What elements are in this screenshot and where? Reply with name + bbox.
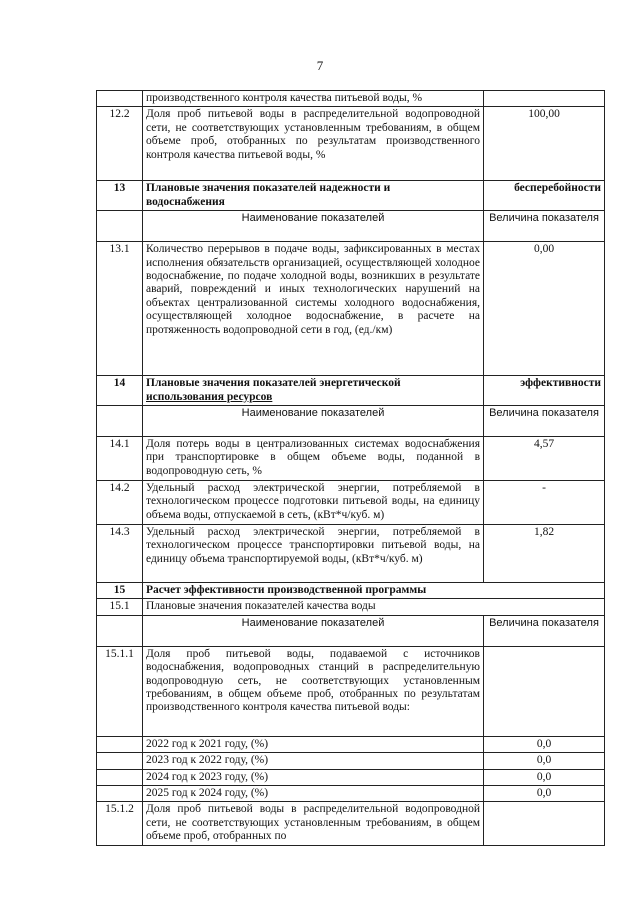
table-row bbox=[97, 599, 605, 615]
column-header-row bbox=[97, 406, 605, 437]
column-header-row bbox=[97, 211, 605, 242]
row-value bbox=[484, 91, 605, 107]
row-number bbox=[97, 91, 143, 107]
row-number: 15.1.2 bbox=[97, 802, 143, 846]
section-number: 13 bbox=[97, 181, 143, 211]
indicators-table bbox=[96, 90, 605, 846]
year-label: 2022 год к 2021 году, (%) bbox=[143, 736, 484, 752]
row-number: 15.1 bbox=[97, 599, 143, 615]
row-number bbox=[97, 769, 143, 785]
year-row bbox=[97, 786, 605, 802]
table-row bbox=[97, 646, 605, 736]
section-header-row bbox=[97, 181, 605, 211]
section-number: 15 bbox=[97, 583, 143, 599]
row-number bbox=[97, 753, 143, 769]
header-number-cell bbox=[97, 211, 143, 242]
row-number: 13.1 bbox=[97, 242, 143, 376]
year-row bbox=[97, 736, 605, 752]
row-value: 1,82 bbox=[484, 525, 605, 583]
table-row bbox=[97, 525, 605, 583]
header-name-cell: Наименование показателей bbox=[143, 211, 484, 242]
row-value: 0,00 bbox=[484, 242, 605, 376]
row-description: Доля потерь воды в централизованных системах водоснабжения при транспортировке в общем объеме воды, поданной в водопроводную сеть, % bbox=[143, 437, 484, 481]
section-title bbox=[143, 181, 484, 211]
row-description: Удельный расход электрической энергии, потребляемой в технологическом процессе подготовки питьевой воды, на единицу объема воды, отпускаемой в сеть, (кВт*ч/куб. м) bbox=[143, 481, 484, 525]
row-value: - bbox=[484, 481, 605, 525]
header-value-cell: Величина показателя bbox=[484, 211, 605, 242]
section-number: 14 bbox=[97, 376, 143, 406]
year-row bbox=[97, 769, 605, 785]
row-description: Удельный расход электрической энергии, потребляемой в технологическом процессе транспортировки питьевой воды, на единицу объема транспортируемой воды, (кВт*ч/куб. м) bbox=[143, 525, 484, 583]
table-row bbox=[97, 802, 605, 846]
year-value: 0,0 bbox=[484, 753, 605, 769]
section-title bbox=[143, 376, 484, 406]
header-name-cell: Наименование показателей bbox=[143, 406, 484, 437]
section-header-row bbox=[97, 376, 605, 406]
row-description: Доля проб питьевой воды в распределительной водопроводной сети, не соответствующих установленным требованиям, в общем объеме проб, отобранных по bbox=[143, 802, 484, 846]
row-value bbox=[484, 646, 605, 736]
row-description: Плановые значения показателей качества воды bbox=[143, 599, 605, 615]
table-row bbox=[97, 107, 605, 181]
year-label: 2023 год к 2022 году, (%) bbox=[143, 753, 484, 769]
column-header-row bbox=[97, 615, 605, 646]
row-number bbox=[97, 786, 143, 802]
table-row bbox=[97, 437, 605, 481]
year-label: 2025 год к 2024 году, (%) bbox=[143, 786, 484, 802]
row-description: Количество перерывов в подаче воды, зафиксированных в местах исполнения обязательств организацией, осуществляющей холодное водоснабжение, по подаче холодной воды, возникших в результате аварий, повреждений и иных технологических нарушений на объектах централизованной системы холодного водоснабжения, осуществляющей холодное водоснабжение, в расчете на протяженность водопроводной сети в год, (ед./км) bbox=[143, 242, 484, 376]
header-name-cell: Наименование показателей bbox=[143, 615, 484, 646]
row-number: 15.1.1 bbox=[97, 646, 143, 736]
table-row bbox=[97, 481, 605, 525]
section-header-row bbox=[97, 583, 605, 599]
header-value-cell: Величина показателя bbox=[484, 615, 605, 646]
row-number: 14.3 bbox=[97, 525, 143, 583]
header-value-cell: Величина показателя bbox=[484, 406, 605, 437]
row-number: 14.1 bbox=[97, 437, 143, 481]
row-value: 4,57 bbox=[484, 437, 605, 481]
section-title-line2: использования ресурсов bbox=[146, 390, 273, 403]
section-title-line1: Плановые значения показателей надежности и bbox=[146, 182, 391, 195]
header-number-cell bbox=[97, 615, 143, 646]
section-title: Расчет эффективности производственной программы bbox=[143, 583, 605, 599]
section-title-line2: водоснабжения bbox=[146, 195, 225, 208]
header-number-cell bbox=[97, 406, 143, 437]
table-row bbox=[97, 242, 605, 376]
year-value: 0,0 bbox=[484, 786, 605, 802]
table-row bbox=[97, 91, 605, 107]
row-description: Доля проб питьевой воды, подаваемой с источников водоснабжения, водопроводных станций в распределительную водопроводную сеть, не соответствующих установленным требованиям, в общем объеме проб, отобранных по результатам производственного контроля качества питьевой воды: bbox=[143, 646, 484, 736]
row-number: 14.2 bbox=[97, 481, 143, 525]
row-description: производственного контроля качества питьевой воды, % bbox=[143, 91, 484, 107]
section-title-continuation: эффективности bbox=[484, 376, 605, 406]
section-title-line1: Плановые значения показателей энергетической bbox=[146, 377, 401, 390]
year-value: 0,0 bbox=[484, 769, 605, 785]
row-number: 12.2 bbox=[97, 107, 143, 181]
section-title-continuation: бесперебойности bbox=[484, 181, 605, 211]
row-value: 100,00 bbox=[484, 107, 605, 181]
page-number: 7 bbox=[316, 58, 324, 73]
row-description: Доля проб питьевой воды в распределительной водопроводной сети, не соответствующих установленным требованиям, в общем объеме проб, отобранных по результатам производственного контроля качества питьевой воды, % bbox=[143, 107, 484, 181]
row-value bbox=[484, 802, 605, 846]
row-number bbox=[97, 736, 143, 752]
year-value: 0,0 bbox=[484, 736, 605, 752]
year-label: 2024 год к 2023 году, (%) bbox=[143, 769, 484, 785]
year-row bbox=[97, 753, 605, 769]
